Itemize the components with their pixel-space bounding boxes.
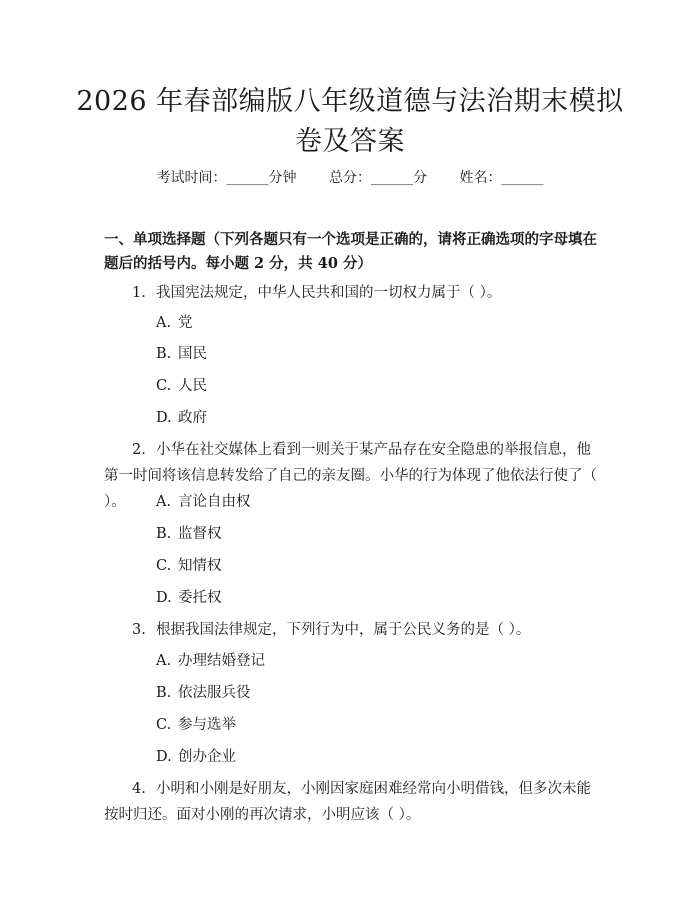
question-number: 2. [132, 442, 146, 458]
option-3b [156, 683, 251, 703]
option-letter: A. [156, 653, 172, 669]
option-3d [156, 747, 236, 767]
option-letter: C. [156, 558, 172, 574]
option-text: 人民 [178, 378, 207, 394]
option-2a [156, 492, 251, 512]
option-2c [156, 556, 222, 576]
student-name-field: 姓名：______ [459, 170, 544, 186]
question-number: 4. [132, 781, 146, 797]
question-1 [104, 280, 604, 306]
option-letter: C. [156, 378, 172, 394]
question-4 [104, 776, 604, 828]
option-text: 政府 [178, 410, 207, 426]
option-letter: A. [156, 494, 172, 510]
option-text: 创办企业 [178, 749, 236, 765]
option-text: 委托权 [178, 590, 222, 606]
question-text: 根据我国法律规定，下列行为中，属于公民义务的是（ ）。 [156, 622, 531, 638]
option-1c [156, 376, 207, 396]
option-2d [156, 588, 222, 608]
option-text: 依法服兵役 [178, 685, 251, 701]
question-text: 小华在社交媒体上看到一则关于某产品存在安全隐患的举报信息，他第一时间将该信息转发给了自己的亲友圈。小华的行为体现了他依法行使了（ ）。 [104, 442, 597, 510]
section-heading: 一、单项选择题（下列各题只有一个选项是正确的，请将正确选项的字母填在题后的括号内。每小题 2 分，共 40 分） [104, 231, 597, 272]
option-text: 党 [178, 315, 193, 331]
option-letter: D. [156, 410, 172, 426]
option-2b [156, 524, 222, 544]
option-letter: B. [156, 685, 172, 701]
question-text: 小明和小刚是好朋友，小刚因家庭困难经常向小明借钱，但多次未能按时归还。面对小刚的再次请求，小明应该（ ）。 [104, 781, 591, 823]
question-3 [104, 617, 604, 643]
option-1a [156, 313, 193, 333]
option-letter: A. [156, 315, 172, 331]
option-letter: B. [156, 526, 172, 542]
exam-info-line [0, 168, 700, 188]
option-letter: B. [156, 346, 172, 362]
option-text: 言论自由权 [178, 494, 251, 510]
option-1b [156, 344, 207, 364]
option-letter: C. [156, 717, 172, 733]
option-text: 监督权 [178, 526, 222, 542]
option-text: 国民 [178, 346, 207, 362]
option-1d [156, 408, 207, 428]
document-title: 2026 年春部编版八年级道德与法治期末模拟卷及答案 [76, 86, 624, 157]
option-3c [156, 715, 236, 735]
total-score-field: 总分：______分 [329, 170, 427, 186]
exam-time-field: 考试时间：______分钟 [156, 170, 297, 186]
option-letter: D. [156, 749, 172, 765]
option-text: 办理结婚登记 [178, 653, 265, 669]
question-text: 我国宪法规定，中华人民共和国的一切权力属于（ ）。 [156, 285, 502, 301]
option-3a [156, 651, 265, 671]
question-number: 1. [132, 285, 146, 301]
option-text: 参与选举 [178, 717, 236, 733]
question-number: 3. [132, 622, 146, 638]
option-letter: D. [156, 590, 172, 606]
option-text: 知情权 [178, 558, 222, 574]
